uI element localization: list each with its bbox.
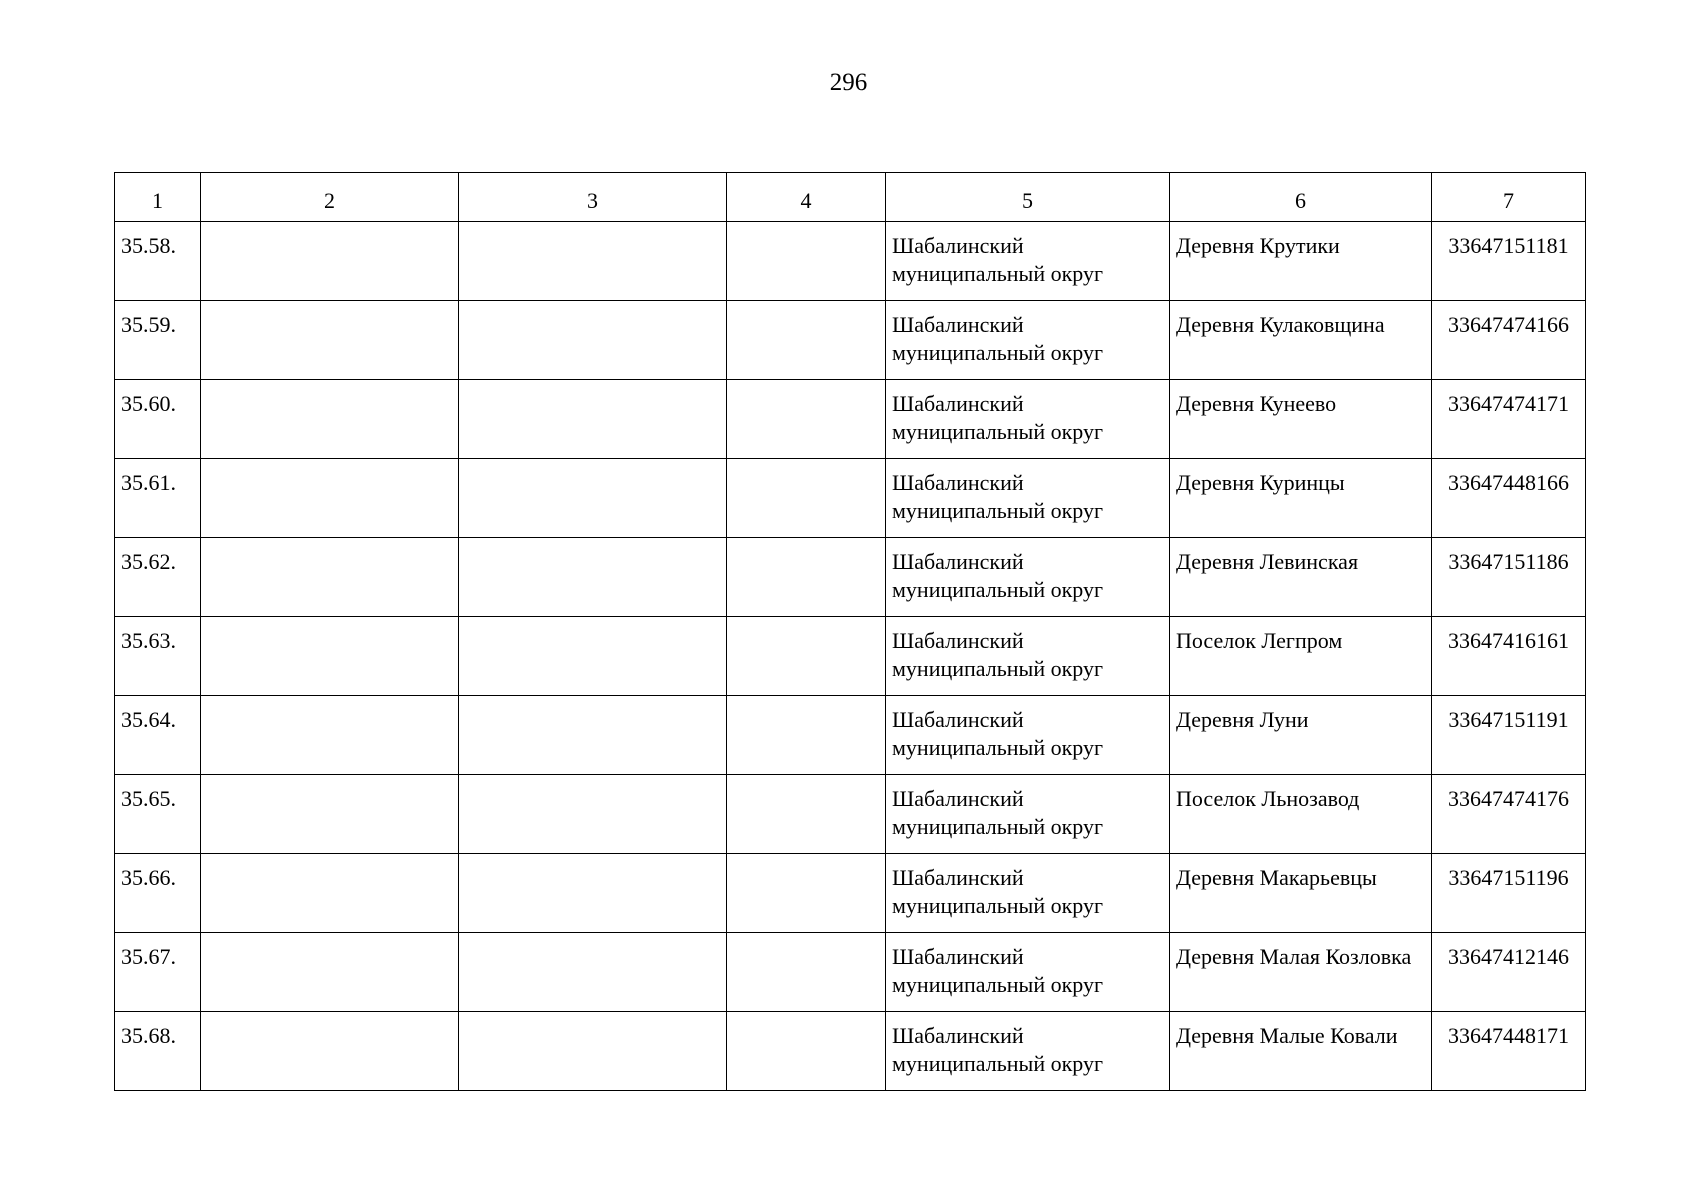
settlement-cell: Деревня Кунеево <box>1170 380 1432 459</box>
column-4-cell <box>727 1012 886 1091</box>
column-4-cell <box>727 459 886 538</box>
column-4-cell <box>727 617 886 696</box>
column-2-cell <box>201 1012 459 1091</box>
column-2-cell <box>201 301 459 380</box>
settlement-cell: Деревня Луни <box>1170 696 1432 775</box>
column-3-cell <box>459 301 727 380</box>
settlement-cell: Деревня Малая Козловка <box>1170 933 1432 1012</box>
table-header-row <box>115 173 1586 222</box>
column-3-cell <box>459 775 727 854</box>
column-3-cell <box>459 854 727 933</box>
column-2-cell <box>201 380 459 459</box>
district-cell: Шабалинский муниципальный округ <box>886 222 1170 301</box>
code-cell: 33647151181 <box>1432 222 1586 301</box>
row-number-cell: 35.64. <box>115 696 201 775</box>
row-number-cell: 35.61. <box>115 459 201 538</box>
column-4-cell <box>727 775 886 854</box>
table-row <box>115 775 1586 854</box>
district-cell: Шабалинский муниципальный округ <box>886 854 1170 933</box>
code-cell: 33647412146 <box>1432 933 1586 1012</box>
column-header: 3 <box>459 173 727 222</box>
column-2-cell <box>201 538 459 617</box>
column-header: 1 <box>115 173 201 222</box>
column-header: 6 <box>1170 173 1432 222</box>
district-cell: Шабалинский муниципальный округ <box>886 380 1170 459</box>
code-cell: 33647151191 <box>1432 696 1586 775</box>
code-cell: 33647474176 <box>1432 775 1586 854</box>
row-number-cell: 35.58. <box>115 222 201 301</box>
table-row <box>115 696 1586 775</box>
column-2-cell <box>201 617 459 696</box>
column-3-cell <box>459 459 727 538</box>
code-cell: 33647448171 <box>1432 1012 1586 1091</box>
row-number-cell: 35.63. <box>115 617 201 696</box>
district-cell: Шабалинский муниципальный округ <box>886 1012 1170 1091</box>
district-cell: Шабалинский муниципальный округ <box>886 696 1170 775</box>
code-cell: 33647416161 <box>1432 617 1586 696</box>
settlement-cell: Поселок Легпром <box>1170 617 1432 696</box>
table-body <box>115 222 1586 1091</box>
column-2-cell <box>201 775 459 854</box>
column-4-cell <box>727 696 886 775</box>
table-row <box>115 1012 1586 1091</box>
column-2-cell <box>201 696 459 775</box>
district-cell: Шабалинский муниципальный округ <box>886 933 1170 1012</box>
table-row <box>115 617 1586 696</box>
table-row <box>115 222 1586 301</box>
district-cell: Шабалинский муниципальный округ <box>886 301 1170 380</box>
settlement-cell: Деревня Малые Ковали <box>1170 1012 1432 1091</box>
row-number-cell: 35.65. <box>115 775 201 854</box>
column-4-cell <box>727 222 886 301</box>
district-cell: Шабалинский муниципальный округ <box>886 617 1170 696</box>
table-row <box>115 538 1586 617</box>
table-row <box>115 380 1586 459</box>
settlement-cell: Деревня Кулаковщина <box>1170 301 1432 380</box>
row-number-cell: 35.68. <box>115 1012 201 1091</box>
row-number-cell: 35.66. <box>115 854 201 933</box>
column-3-cell <box>459 380 727 459</box>
table-row <box>115 933 1586 1012</box>
table-row <box>115 301 1586 380</box>
column-header: 7 <box>1432 173 1586 222</box>
column-header: 4 <box>727 173 886 222</box>
row-number-cell: 35.62. <box>115 538 201 617</box>
code-cell: 33647151186 <box>1432 538 1586 617</box>
settlement-cell: Деревня Куринцы <box>1170 459 1432 538</box>
code-cell: 33647448166 <box>1432 459 1586 538</box>
registry-table <box>114 172 1586 1091</box>
settlement-cell: Деревня Левинская <box>1170 538 1432 617</box>
table-row <box>115 854 1586 933</box>
column-3-cell <box>459 1012 727 1091</box>
column-2-cell <box>201 933 459 1012</box>
column-4-cell <box>727 933 886 1012</box>
page-number: 296 <box>829 69 868 96</box>
column-2-cell <box>201 459 459 538</box>
column-3-cell <box>459 538 727 617</box>
column-header: 2 <box>201 173 459 222</box>
column-3-cell <box>459 696 727 775</box>
row-number-cell: 35.67. <box>115 933 201 1012</box>
column-4-cell <box>727 854 886 933</box>
column-2-cell <box>201 222 459 301</box>
column-3-cell <box>459 617 727 696</box>
column-4-cell <box>727 538 886 617</box>
column-4-cell <box>727 380 886 459</box>
settlement-cell: Деревня Макарьевцы <box>1170 854 1432 933</box>
column-4-cell <box>727 301 886 380</box>
column-2-cell <box>201 854 459 933</box>
district-cell: Шабалинский муниципальный округ <box>886 775 1170 854</box>
settlement-cell: Деревня Крутики <box>1170 222 1432 301</box>
code-cell: 33647474166 <box>1432 301 1586 380</box>
column-header: 5 <box>886 173 1170 222</box>
column-3-cell <box>459 933 727 1012</box>
district-cell: Шабалинский муниципальный округ <box>886 459 1170 538</box>
settlement-cell: Поселок Льнозавод <box>1170 775 1432 854</box>
code-cell: 33647474171 <box>1432 380 1586 459</box>
row-number-cell: 35.60. <box>115 380 201 459</box>
district-cell: Шабалинский муниципальный округ <box>886 538 1170 617</box>
table-row <box>115 459 1586 538</box>
row-number-cell: 35.59. <box>115 301 201 380</box>
code-cell: 33647151196 <box>1432 854 1586 933</box>
column-3-cell <box>459 222 727 301</box>
